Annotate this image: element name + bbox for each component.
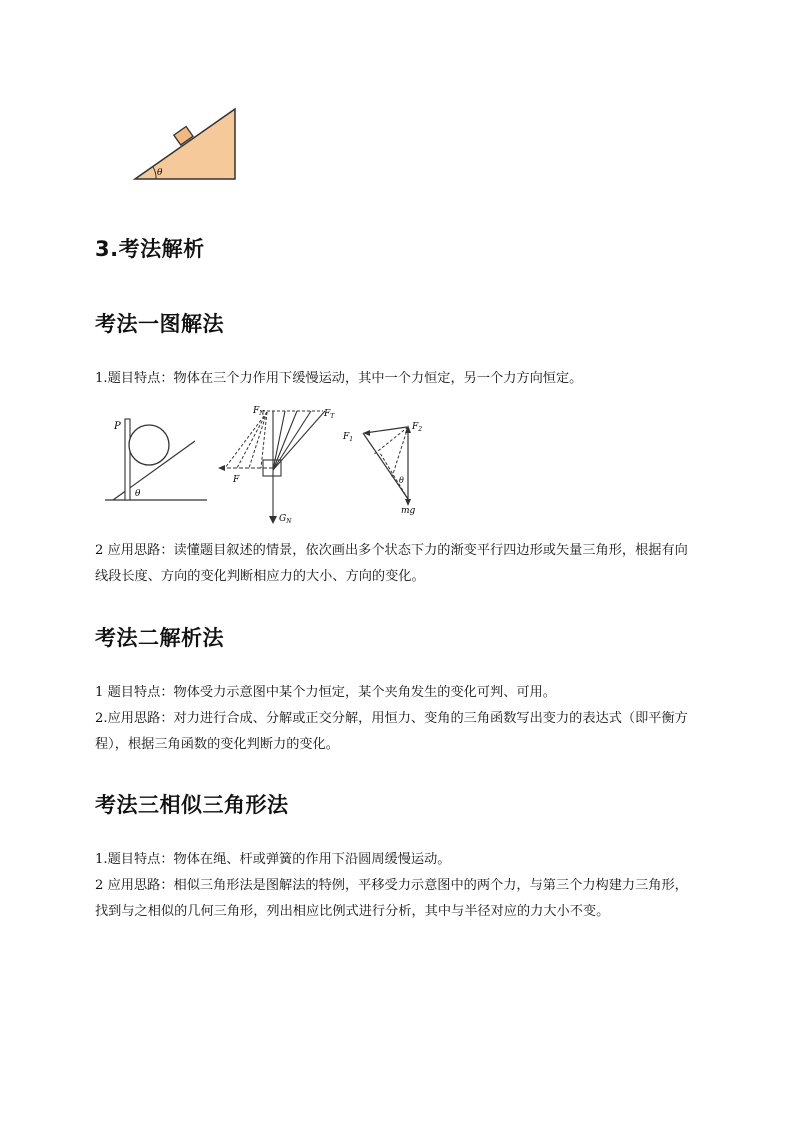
ball-board-figure (105, 405, 215, 505)
fn-label: $F_N$ (253, 406, 265, 417)
ft-line (273, 411, 297, 470)
method3-title: 考法三相似三角形法 (95, 793, 289, 817)
ft-label: $F_T$ (324, 409, 335, 420)
theta-label: θ (399, 476, 404, 485)
f1-line (365, 427, 407, 433)
incline-figure (130, 105, 245, 185)
ball (129, 425, 169, 465)
board-label-p: P (114, 421, 121, 432)
method1-idea: 2 应用思路：读懂题目叙述的情景，依次画出多个状态下力的渐变平行四边形或矢量三角形，根据有向线段长度、方向的变化判断相应力的大小、方向的变化。 (95, 543, 688, 584)
method3-idea: 2 应用思路：相似三角形法是图解法的特例，平移受力示意图中的两个力，与第三个力构建力三角形，找到与之相似的几何三角形，列出相应比例式进行分析，其中与半径对应的力大小不变。 (95, 878, 688, 919)
incline-triangle (135, 109, 235, 179)
force-fan-figure (215, 400, 345, 530)
mg-label: mg (401, 506, 416, 516)
method2-title: 考法二解析法 (95, 626, 224, 650)
f2-label: $F_2$ (412, 422, 423, 433)
vector-triangle-figure (335, 415, 445, 520)
f-arrowhead (218, 465, 225, 471)
gn-arrowhead (269, 516, 277, 524)
method1-feature: 1.题目特点：物体在三个力作用下缓慢运动，其中一个力恒定，另一个力方向恒定。 (95, 371, 583, 386)
mg-line (363, 433, 408, 499)
method3-feature: 1.题目特点：物体在绳、杆或弹簧的作用下沿圆周缓慢运动。 (95, 852, 451, 867)
mg-arrowhead (405, 499, 411, 506)
dashed-line (392, 427, 408, 477)
f1-label: $F_1$ (343, 432, 354, 443)
method2-feature: 1 题目特点：物体受力示意图中某个力恒定，某个夹角发生的变化可判、可用。 (95, 685, 556, 700)
board-p (125, 419, 130, 500)
method1-title: 考法一图解法 (95, 312, 224, 336)
slope-angle-label: θ (135, 489, 141, 499)
gn-label: $G_N$ (279, 514, 292, 525)
method2-idea: 2.应用思路：对力进行合成、分解或正交分解，用恒力、变角的三角函数写出变力的表达式（即平衡方程），根据三角函数的变化判断力的变化。 (95, 711, 688, 752)
f-label: F (233, 475, 240, 485)
incline-angle-label: θ (157, 168, 163, 178)
section-title: 3.考法解析 (95, 237, 205, 261)
dashed-line (225, 412, 267, 468)
